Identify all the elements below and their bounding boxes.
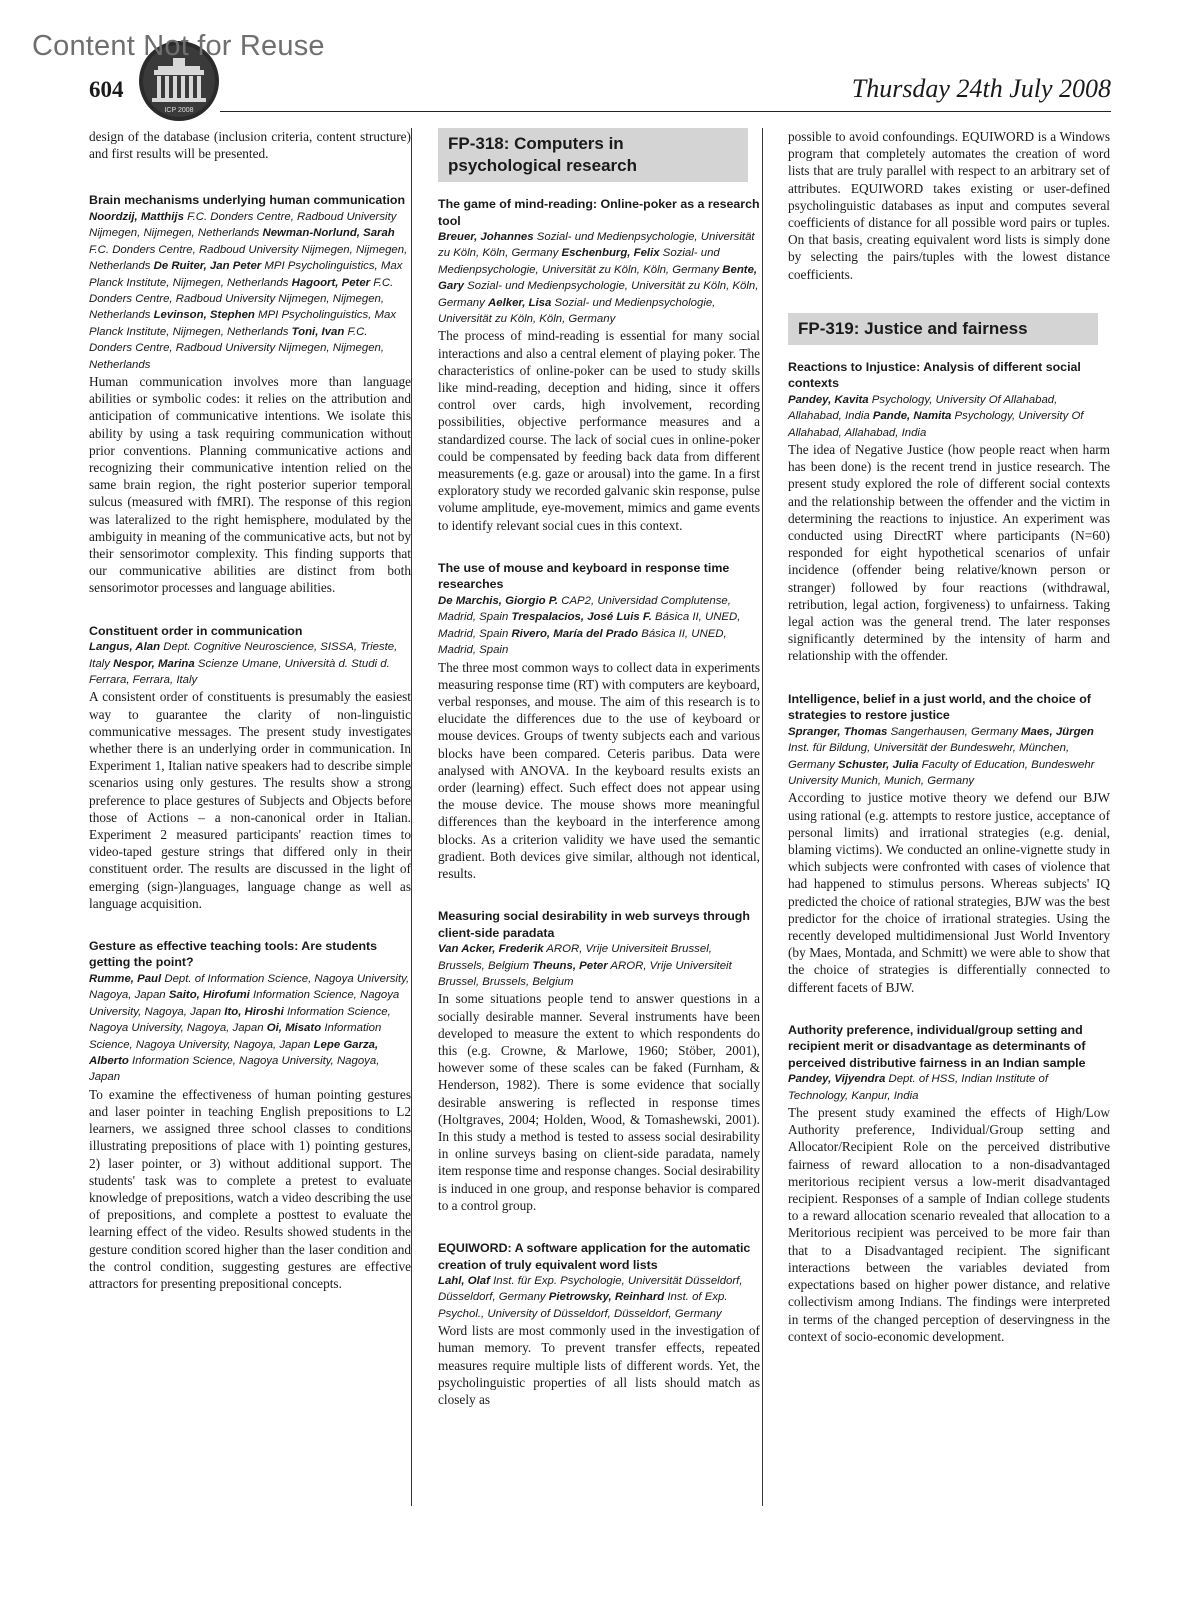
author-affiliation: Information Science, Nagoya University, Nagoya, Japan [89,1005,391,1035]
author-affiliation: AROR, Vrije Universiteit Brussel, Brussels, Belgium [438,959,732,988]
session-header: FP-318: Computers in psychological research [438,128,748,182]
abstract [788,1022,1110,1345]
abstract-title: Measuring social desirability in web surveys through client-side paradata [438,909,750,940]
author-name: Levinson, Stephen [153,309,255,322]
abstract [438,1240,760,1408]
author-name: Pietrowsky, Reinhard [548,1291,665,1304]
author-name: Nespor, Marina [113,657,195,670]
author-name: De Ruiter, Jan Peter [153,260,262,273]
author-name: Rivero, María del Prado [511,627,639,640]
author-affiliation: Sozial- und Medienpsychologie, Universität zu Köln, Köln, Germany [438,247,720,276]
author-affiliation: Básica II, UNED, Madrid, Spain [438,627,727,657]
continued-text: design of the database (inclusion criteria, content structure) and first results will be presented. [89,129,411,162]
author-affiliation: Information Science, Nagoya University, Nagoya, Japan [89,1022,382,1051]
abstract [89,938,411,1292]
abstract-title: The use of mouse and keyboard in response time researches [438,560,730,592]
column-divider [762,128,763,1506]
abstract-authors [788,1071,1110,1104]
author-name: Breuer, Johannes [438,231,534,243]
abstract-authors [438,593,760,659]
abstract [438,196,760,534]
author-name: Toni, Ivan [291,325,345,338]
author-affiliation: Inst. für Bildung, Universität der Bundeswehr, München, Germany [788,742,1070,771]
author-affiliation: Scienze Umane, Università d. Studi d. Ferrara, Ferrara, Italy [89,657,390,686]
author-affiliation: Inst. of Exp. Psychol., University of Düsseldorf, Düsseldorf, Germany [438,1291,728,1320]
page-date: Thursday 24th July 2008 [851,74,1111,103]
abstract-title: Intelligence, belief in a just world, and the choice of strategies to restore justice [788,691,1091,723]
author-name: Pandey, Kavita [788,393,869,406]
author-name: Newman-Norlund, Sarah [262,227,395,240]
abstract-authors [438,229,760,327]
session-header: FP-319: Justice and fairness [788,313,1098,345]
abstract-title: Constituent order in communication [89,623,303,638]
abstract-authors [438,1273,760,1322]
author-name: Bente, Gary [438,263,758,293]
author-name: Lahl, Olaf [438,1275,490,1287]
author-name: Oi, Misato [266,1022,322,1035]
author-name: Noordzij, Matthijs [89,210,184,223]
watermark: Content Not for Reuse [32,30,325,62]
author-name: Trespalacios, José Luis F. [511,611,652,624]
author-affiliation: F.C. Donders Centre, Radboud University Nijmegen, Nijmegen, Netherlands [89,325,385,371]
author-name: Langus, Alan [89,641,161,654]
abstract [788,359,1110,665]
column-3 [788,128,1110,1371]
abstract-title: EQUIWORD: A software application for the automatic creation of truly equivalent word lists [438,1241,751,1272]
abstract [89,623,411,912]
author-affiliation: Sozial- und Medienpsychologie, Universität zu Köln, Köln, Germany [438,280,759,309]
abstract-authors [89,971,411,1086]
abstract-title: The game of mind-reading: Online-poker as a research tool [438,197,760,228]
author-name: Maes, Jürgen [1021,725,1094,738]
author-name: Schuster, Julia [838,758,919,771]
abstract-body: The three most common ways to collect data in experiments measuring response time (RT) with computers are keyboard, verbal responses, and mouse. The aim of this research is to elucidate the differences due to the use of keyboard or mouse devices. Groups of twenty subjects each and various blocks have been compared. Ceteris paribus. Data were analysed with ANOVA. In the keyboard results exists an order (learning) effect. Such effect does not appear using the mouse device. The mouse shows more meaningful differences than the keyboard in the interference among blocks. As a criterion validity we have used the semantic gradient. Both devices give similar, although not identical, results. [438,659,760,881]
column-divider [411,128,412,1506]
abstract-authors [89,639,411,688]
author-affiliation: Faculty of Education, Bundeswehr University Munich, Munich, Germany [788,758,1095,787]
author-affiliation: MPI Psycholinguistics, Max Planck Institute, Nijmegen, Netherlands [89,260,403,289]
author-affiliation: F.C. Donders Centre, Radboud University Nijmegen, Nijmegen, Netherlands [89,210,397,240]
abstract-authors [89,209,411,373]
author-name: Ito, Hiroshi [224,1005,284,1018]
author-affiliation: Sangerhausen, Germany [890,725,1018,738]
abstract-body: Word lists are most commonly used in the investigation of human memory. To prevent transfer effects, repeated measures require multiple lists of different words. Yet, the psycholinguistic properties of all lists should match as closely as [438,1323,760,1408]
column-1 [89,128,411,1318]
abstract [438,560,760,882]
abstract-authors [788,724,1110,790]
author-name: Saito, Hirofumi [168,989,250,1002]
author-name: Spranger, Thomas [788,725,888,738]
author-name: Van Acker, Frederik [438,943,544,956]
author-affiliation: AROR, Vrije Universiteit Brussel, Brussels, Belgium [438,943,712,972]
author-affiliation: Dept. of Information Science, Nagoya University, Nagoya, Japan [89,972,410,1002]
abstract-body: In some situations people tend to answer questions in a socially desirable manner. Several instruments have been developed to measure the extent to which respondents do this (e.g. Crowne, & Marlowe, 1960; Stöber, 2001), however some of these scales can be faked (Furnham, & Henderson, 1982). There is some evidence that socially desirable answering is reflected in response times (Holtgraves, 2004; Holden, Wood, & Tomashewski, 2001). In this study a method is tested to assess social desirability in online surveys basing on client-side paradata, namely item response time and response changes. Social desirability is induced in one group, and response behavior is compared to a control group. [438,991,760,1213]
abstract-body: The process of mind-reading is essential for many social interactions and also a central element of playing poker. The characteristics of online-poker can be used to study skills like mind-reading, deception and hiding, since it offers control over cards, high involvement, recording possibilities, objective performance measures and a standardized course. The lack of social cues in online-poker could be compensated by feeding back data from different measurements (e.g. gaze or arousal) into the game. In a first exploratory study we recorded galvanic skin response, pulse volume amplitude, eye-movement, mimics and game events to identify relevant social cues in this context. [438,328,760,533]
header-rule [220,111,1111,112]
abstract [89,192,411,596]
author-affiliation: Psychology, University Of Allahabad, Allahabad, India [788,410,1084,439]
author-name: Aelker, Lisa [488,296,552,309]
author-affiliation: Dept. of HSS, Indian Institute of Technology, Kanpur, India [788,1073,1049,1102]
abstract-body: To examine the effectiveness of human pointing gestures and laser pointer in teaching English prepositions to L2 learners, we assigned three school classes to conditions illustrating prepositions of place with 1) pointing gestures, 2) laser pointer, or 3) without additional support. The students' task was to complete a pretest to evaluate knowledge of prepositions, watch a video describing the use of prepositions, and complete a posttest to evaluate the learning effect of the video. Results showed students in the gesture condition scored higher than the laser condition and the control condition, suggesting gestures are effective attractors for presenting prepositional concepts. [89,1086,411,1292]
author-affiliation: Dept. Cognitive Neuroscience, SISSA, Trieste, Italy [89,641,398,670]
abstract-title: Authority preference, individual/group setting and recipient merit or disadvantage as determinants of perceived distributive fairness in an Indian sample [788,1022,1086,1070]
author-name: Pandey, Vijyendra [788,1073,886,1086]
author-affiliation: F.C. Donders Centre, Radboud University Nijmegen, Nijmegen, Netherlands [89,276,394,322]
abstract [438,908,760,1214]
abstract-authors [438,941,760,990]
author-name: Rumme, Paul [89,972,162,985]
abstract-title: Reactions to Injustice: Analysis of different social contexts [788,359,1081,391]
author-affiliation: Information Science, Nagoya University, Nagoya, Japan [89,989,400,1018]
author-affiliation: Sozial- und Medienpsychologie, Universität zu Köln, Köln, Germany [438,231,755,260]
author-affiliation: F.C. Donders Centre, Radboud University Nijmegen, Nijmegen, Netherlands [89,243,408,273]
abstract-authors [788,392,1110,441]
abstract [788,691,1110,996]
logo-text: ICP 2008 [164,107,194,114]
page-number: 604 [89,77,124,102]
author-affiliation: Inst. für Exp. Psychologie, Universität Düsseldorf, Düsseldorf, Germany [438,1275,743,1304]
author-name: De Marchis, Giorgio P. [438,594,559,607]
abstract-body: According to justice motive theory we defend our BJW using rational (e.g. attempts to restore justice, acceptance of personal limits) and irrational strategies (e.g. denial, blaming victims). We conducted an online-vignette study in which subjects were confronted with cases of violence that had happened to stimulus persons. Whereas subjects' IQ predicted the choice of rational strategies, BJW was the best predictor for the choice of irrational strategies. Using the recently developed multidimensional Just World Inventory (by Maes, Montada, and Schmitt) we were able to show that the choice of strategies is differentially connected to different facets of BJW. [788,790,1110,995]
abstract-title: Brain mechanisms underlying human communication [89,193,406,208]
author-affiliation: MPI Psycholinguistics, Max Planck Institute, Nijmegen, Netherlands [89,309,397,338]
abstract-title: Gesture as effective teaching tools: Are students getting the point? [89,938,378,970]
author-affiliation: CAP2, Universidad Complutense, Madrid, Spain [438,594,731,624]
author-affiliation: Psychology, University Of Allahabad, Allahabad, India [788,393,1058,423]
column-2 [438,128,760,1434]
author-name: Eschenburg, Felix [561,247,660,260]
abstract-body: A consistent order of constituents is presumably the easiest way to guarantee the clarity of non-linguistic communicative messages. The present study investigates whether there is an underlying order in communication. In Experiment 1, Italian native speakers had to describe simple scenarios using only gestures. The results show a strong preference to place gestures of Subjects and Objects before those of Actions – a non-canonical order in Italian. Experiment 2 measured participants' reaction times to video-taped gesture strings that differed only in their constituent order. The results are discussed in the light of emerging (sign-)languages, language change as well as language acquisition. [89,689,411,911]
author-affiliation: Sozial- und Medienpsychologie, Universität zu Köln, Köln, Germany [438,296,716,326]
author-affiliation: Básica II, UNED, Madrid, Spain [438,611,741,640]
abstract-body: Human communication involves more than language abilities or symbolic codes: it relies on the attribution and anticipation of communicative intentions. We isolate this ability by using a task requiring communication without prior conventions. Planning communicative actions and recognizing their communicative intention relied on the same brain region, the right posterior superior temporal sulcus (measured with fMRI). The response of this region was lateralized to the right hemisphere, modulated by the ambiguity in meaning of the communicative acts, but not by their sensorimotor complexity. This finding supports that our communicative abilities are distinct from both sensorimotor processes and language abilities. [89,373,411,596]
author-name: Theuns, Peter [532,959,608,972]
author-name: Pande, Namita [872,410,952,423]
continued-text: possible to avoid confoundings. EQUIWORD is a Windows program that completely automates the creation of word lists that are truly parallel with respect to an arbitrary set of attributes. EQUIWORD takes existing or user-defined psycholinguistic databases as input and computes several coefficients of distance for all possible word pairs or tuples. On that basis, creating equivalent word lists is simply done by selecting the pairs/tuples with the lowest distance coefficients. [788,129,1110,282]
abstract-body: The present study examined the effects of High/Low Authority preference, Individual/Group setting and Allocator/Recipient Role on the perceived distributive fairness of reward allocation to a non-disadvantaged meritorious recipient versus a low-merit disadvantaged recipient. Responses of a sample of Indian college students to a reward allocation scenario revealed that allocation to a Meritorious recipient was perceived to be more fair than that to a Disadvantaged recipient. The significant interactions between the variables deviated from expectations based on higher power distance, and relative collectivism among Indians. The findings were interpreted in terms of the changed perception of deservingness in the context of socio-economic development. [788,1105,1110,1344]
author-name: Hagoort, Peter [291,276,371,289]
author-name: Lepe Garza, Alberto [89,1038,379,1067]
abstract-body: The idea of Negative Justice (how people react when harm has been done) is the recent trend in justice research. The present study explored the role of different social contexts and the relationship between the offender and the victim in determining the reactions to injustice. An experiment was conducted using DirectRT where participants (N=60) responded for eight hypothetical scenarios of unfair incidence (offender being relative/known person or stranger) followed by four reactions (withdrawal, retribution, legal action, forgiveness) to unfairness. Taking legal action was the general trend. The later responses significantly determined by the intensity of harm and relationship with the offender. [788,442,1110,664]
author-affiliation: Information Science, Nagoya University, Nagoya, Japan [89,1055,380,1084]
